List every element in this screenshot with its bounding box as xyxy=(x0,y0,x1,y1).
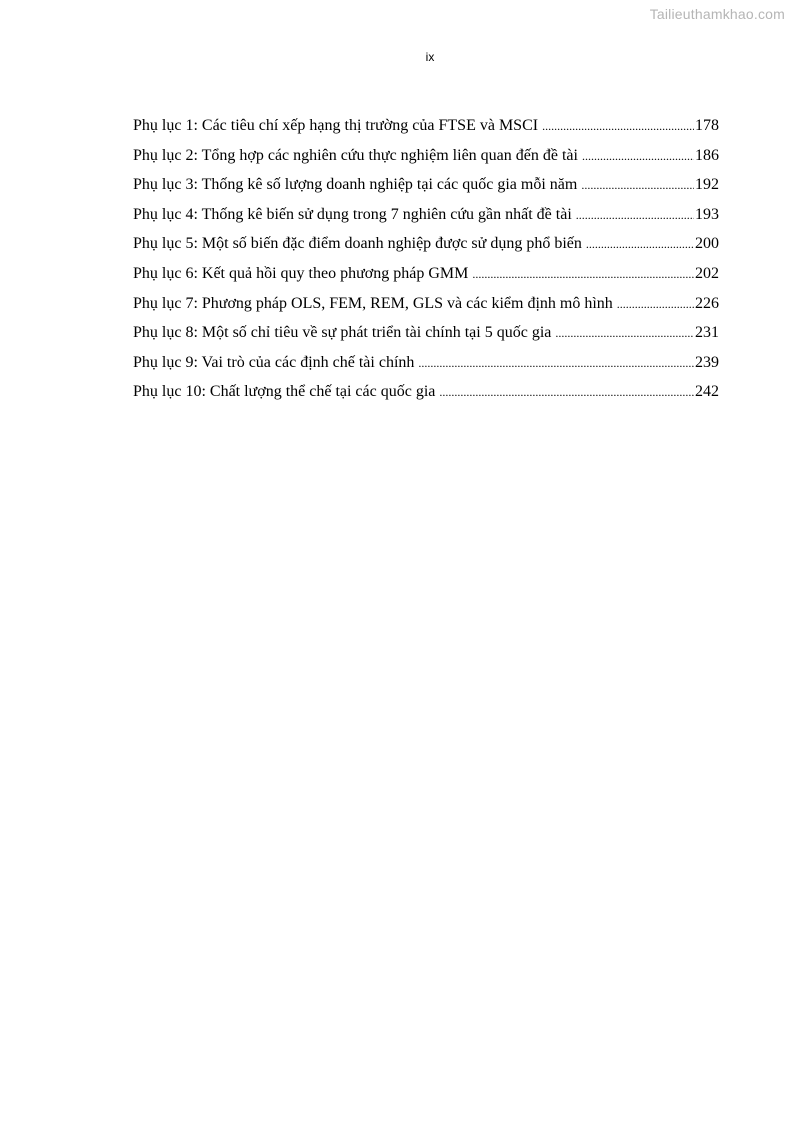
appendix-list xyxy=(133,114,719,410)
dot-leader xyxy=(439,380,694,404)
toc-entry-title: Phụ lục 6: Kết quả hồi quy theo phương pháp GMM xyxy=(133,264,469,282)
dot-leader xyxy=(582,144,694,168)
page-number: ix xyxy=(425,50,435,64)
toc-entry-page: 231 xyxy=(695,324,719,342)
toc-entry-page: 178 xyxy=(695,117,719,134)
toc-entry-title: Phụ lục 5: Một số biến đặc điểm doanh nghiệp được sử dụng phổ biến xyxy=(133,235,582,253)
toc-entry-page: 200 xyxy=(695,235,719,253)
toc-entry[interactable] xyxy=(133,203,719,233)
toc-entry-page: 239 xyxy=(695,353,719,371)
toc-entry[interactable] xyxy=(133,321,719,351)
toc-entry-title: Phụ lục 9: Vai trò của các định chế tài chính xyxy=(133,353,415,371)
toc-entry-title: Phụ lục 7: Phương pháp OLS, FEM, REM, GLS và các kiểm định mô hình xyxy=(133,294,613,312)
toc-entry-page: 193 xyxy=(695,205,719,223)
toc-entry-title: Phụ lục 8: Một số chỉ tiêu về sự phát triển tài chính tại 5 quốc gia xyxy=(133,324,552,342)
dot-leader xyxy=(617,292,694,316)
dot-leader xyxy=(576,203,694,227)
toc-entry-page: 186 xyxy=(695,146,719,164)
toc-entry-page: 192 xyxy=(695,176,719,194)
watermark: Tailieuthamkhao.com xyxy=(649,6,785,22)
toc-entry[interactable] xyxy=(133,380,719,410)
toc-entry[interactable] xyxy=(133,351,719,381)
dot-leader xyxy=(586,232,694,256)
toc-entry[interactable] xyxy=(133,262,719,292)
toc-entry[interactable] xyxy=(133,292,719,322)
dot-leader xyxy=(555,321,694,345)
toc-entry[interactable] xyxy=(133,114,719,144)
toc-entry-page: 242 xyxy=(695,383,719,401)
toc-entry-title: Phụ lục 3: Thống kê số lượng doanh nghiệp tại các quốc gia mỗi năm xyxy=(133,176,578,194)
toc-entry-title: Phụ lục 10: Chất lượng thể chế tại các quốc gia xyxy=(133,383,436,401)
toc-entry[interactable] xyxy=(133,232,719,262)
toc-entry-title: Phụ lục 1: Các tiêu chí xếp hạng thị trường của FTSE và MSCI xyxy=(133,117,539,134)
toc-entry[interactable] xyxy=(133,173,719,203)
toc-entry[interactable] xyxy=(133,144,719,174)
dot-leader xyxy=(542,114,694,138)
dot-leader xyxy=(581,173,694,197)
toc-entry-page: 226 xyxy=(695,294,719,312)
toc-entry-page: 202 xyxy=(695,264,719,282)
dot-leader xyxy=(472,262,694,286)
dot-leader xyxy=(418,351,694,375)
toc-entry-title: Phụ lục 2: Tổng hợp các nghiên cứu thực nghiệm liên quan đến đề tài xyxy=(133,146,578,164)
toc-entry-title: Phụ lục 4: Thống kê biến sử dụng trong 7 nghiên cứu gần nhất đề tài xyxy=(133,205,572,223)
